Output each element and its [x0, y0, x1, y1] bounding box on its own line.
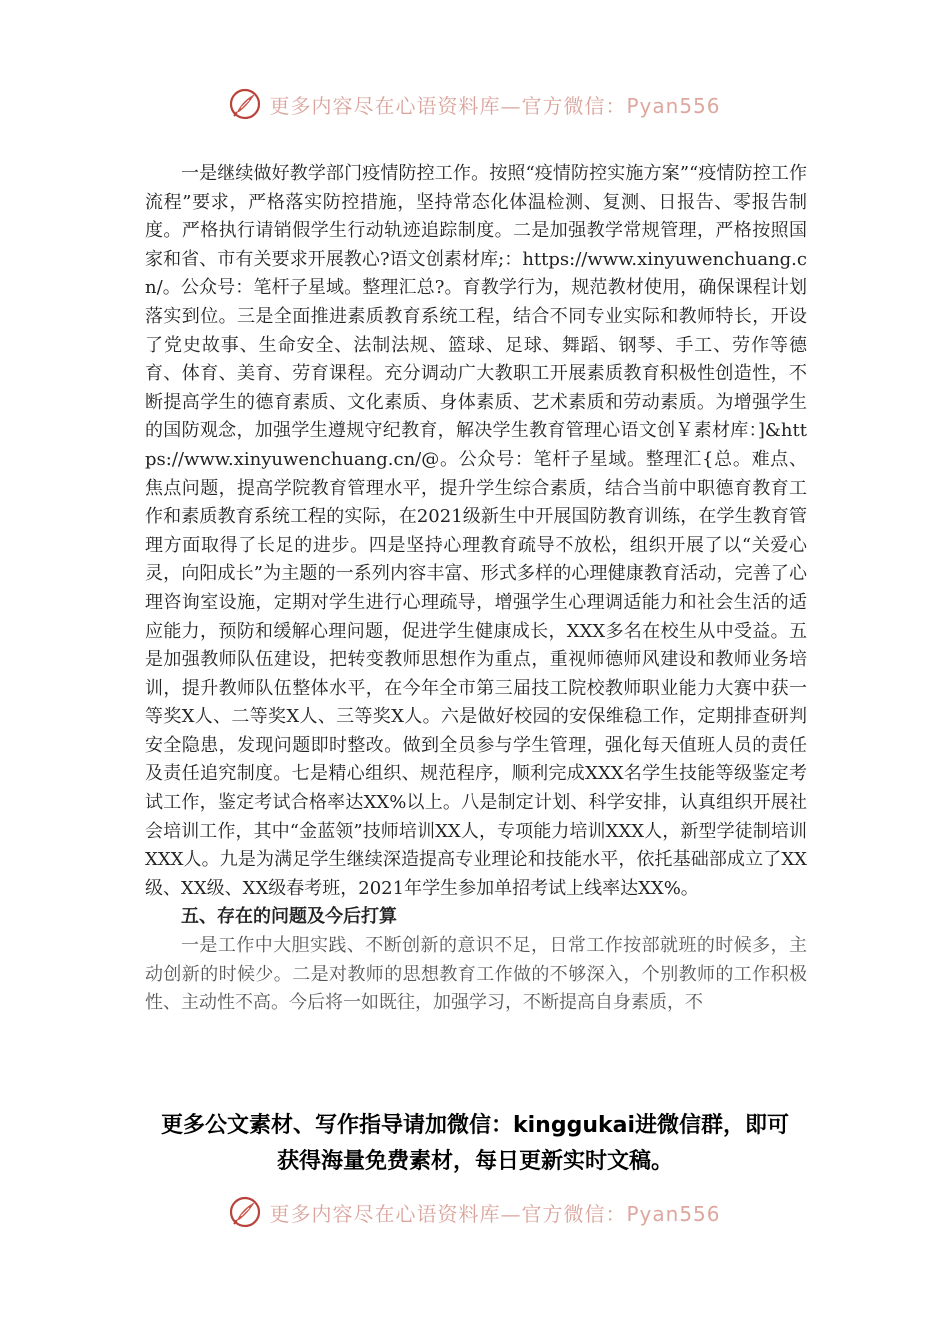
- header-brand-label: 更多内容尽在心语资料库—官方微信：: [269, 93, 627, 118]
- feather-pen-logo-icon: [229, 1196, 261, 1228]
- footer-banner: [0, 1190, 950, 1234]
- paragraph-problems-plans: 一是工作中大胆实践、不断创新的意识不足，日常工作按部就班的时候多，主动创新的时候少。二是对教师的思想教育工作做的不够深入，个别教师的工作积极性、主动性不高。今后将一如既往，加强学习，不断提高自身素质，不: [145, 935, 807, 1014]
- header-wechat-id: Pyan556: [626, 93, 721, 118]
- header-banner: [0, 82, 950, 126]
- promo-line-2: 获得海量免费素材，每日更新实时文稿。: [276, 1149, 673, 1174]
- section-heading-problems: 五、存在的问题及今后打算: [181, 906, 397, 928]
- document-body: [145, 160, 807, 1018]
- header-brand-text: [269, 90, 720, 119]
- feather-pen-logo-icon: [229, 88, 261, 120]
- promo-line-1: 更多公文素材、写作指导请加微信：kinggukai进微信群，即可: [160, 1113, 789, 1138]
- paragraph-work-summary: 一是继续做好教学部门疫情防控工作。按照“疫情防控实施方案”“疫情防控工作流程”要求，严格落实防控措施，坚持常态化体温检测、复测、日报告、零报告制度。严格执行请销假学生行动轨迹追踪制度。二是加强教学常规管理，严格按照国家和省、市有关要求开展教心?语文创素材库;：https://www.xinyuwenchuang.cn/。公众号：笔杆子星域。整理汇总?。育教学行为，规范教材使用，确保课程计划落实到位。三是全面推进素质教育系统工程，结合不同专业实际和教师特长，开设了党史故事、生命安全、法制法规、篮球、足球、舞蹈、钢琴、手工、劳作等德育、体育、美育、劳育课程。充分调动广大教职工开展素质教育积极性创造性，不断提高学生的德育素质、文化素质、身体素质、艺术素质和劳动素质。为增强学生的国防观念，加强学生遵规守纪教育，解决学生教育管理心语文创￥素材库：]&https://www.xinyuwenchuang.cn/@。公众号：笔杆子星域。整理汇{总。难点、焦点问题，提高学院教育管理水平，提升学生综合素质，结合当前中职德育教育工作和素质教育系统工程的实际，在2021级新生中开展国防教育训练，在学生教育管理方面取得了长足的进步。四是坚持心理教育疏导不放松，组织开展了以“关爱心灵，向阳成长”为主题的一系列内容丰富、形式多样的心理健康教育活动，完善了心理咨询室设施，定期对学生进行心理疏导，增强学生心理调适能力和社会生活的适应能力，预防和缓解心理问题，促进学生健康成长，XXX多名在校生从中受益。五是加强教师队伍建设，把转变教师思想作为重点，重视师德师风建设和教师业务培训，提升教师队伍整体水平，在今年全市第三届技工院校教师职业能力大赛中获一等奖X人、二等奖X人、三等奖X人。六是做好校园的安保维稳工作，定期排查研判安全隐患，发现问题即时整改。做到全员参与学生管理，强化每天值班人员的责任及责任追究制度。七是精心组织、规范程序，顺利完成XXX名学生技能等级鉴定考试工作，鉴定考试合格率达XX%以上。八是制定计划、科学安排，认真组织开展社会培训工作，其中“金蓝领”技师培训XX人，专项能力培训XXX人，新型学徒制培训XXX人。九是为满足学生继续深造提高专业理论和技能水平，依托基础部成立了XX级、XX级、XX级春考班，2021年学生参加单招考试上线率达XX%。: [145, 163, 807, 899]
- footer-brand-text: [269, 1198, 720, 1227]
- promo-notice: [0, 1108, 950, 1180]
- footer-brand-label: 更多内容尽在心语资料库—官方微信：: [269, 1201, 627, 1226]
- footer-wechat-id: Pyan556: [626, 1201, 721, 1226]
